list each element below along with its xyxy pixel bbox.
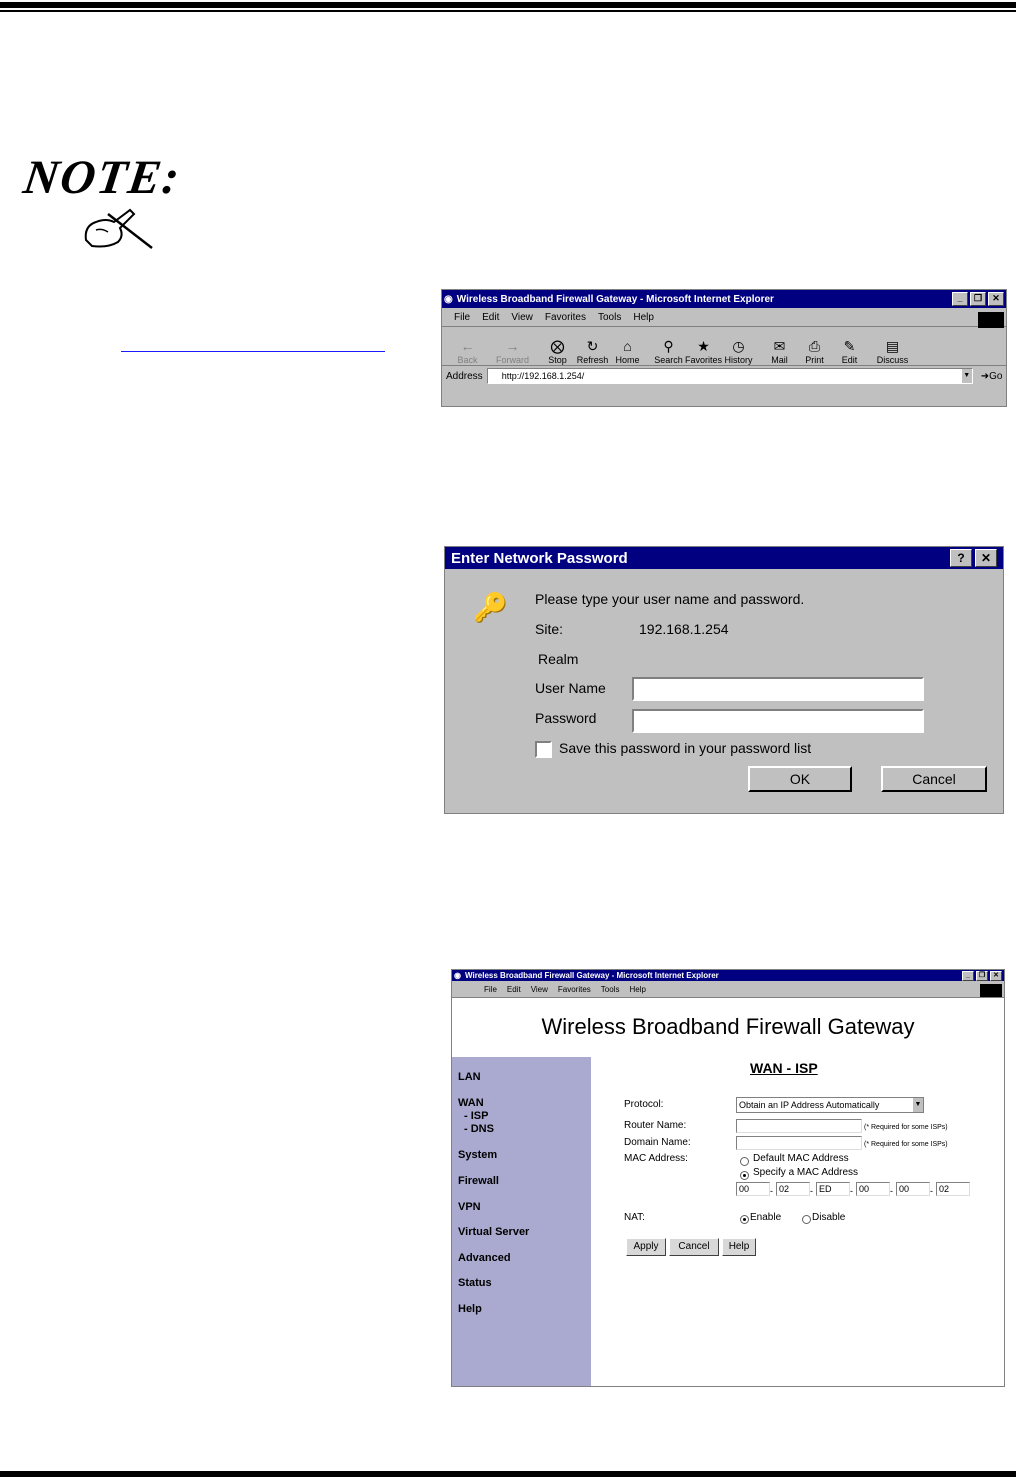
nav-wan[interactable]: WAN [458,1097,484,1109]
nav-status[interactable]: Status [458,1277,492,1289]
site-value: 192.168.1.254 [639,621,729,637]
favorites-button[interactable]: ★ Favorites [685,338,723,365]
nav-virtual-server[interactable]: Virtual Server [458,1226,530,1238]
address-label: Address [446,370,483,382]
domain-name-label: Domain Name: [624,1137,691,1148]
discuss-button[interactable]: ▤ Discuss [876,338,909,365]
search-icon: ⚲ [663,338,674,354]
nat-label: NAT: [624,1212,645,1223]
mac-separator: - [810,1186,813,1196]
app-title: Wireless Broadband Firewall Gateway [541,1014,915,1039]
menu-bar [452,981,1004,998]
menu-help[interactable]: Help [633,311,654,323]
key-icon: 🔑 [473,592,508,623]
back-button[interactable]: ← Back [457,338,478,365]
ie-icon: ◉ [454,971,461,980]
back-arrow-icon: ← [460,338,475,354]
menu-favorites[interactable]: Favorites [557,984,591,994]
menu-view[interactable]: View [530,984,548,994]
mac-octet-4[interactable]: 00 [856,1182,890,1196]
forward-button[interactable]: → Forward [495,338,529,365]
menu-tools[interactable]: Tools [597,311,622,323]
nav-lan[interactable]: LAN [458,1071,481,1083]
menu-bar [442,308,1006,327]
protocol-label: Protocol: [624,1099,664,1110]
nav-advanced[interactable]: Advanced [458,1252,511,1264]
nav-system[interactable]: System [458,1149,498,1161]
nav-sidebar [452,1057,591,1386]
nat-disable-radio[interactable] [802,1215,811,1224]
refresh-icon: ↻ [586,338,599,354]
mac-octet-5[interactable]: 00 [896,1182,930,1196]
print-icon: ⎙ [808,338,821,354]
address-bar [442,366,1006,386]
menu-view[interactable]: View [511,311,533,323]
specify-mac-radio[interactable] [740,1171,749,1180]
mail-button[interactable]: ✉ Mail [771,338,788,365]
specify-mac-label: Specify a MAC Address [753,1167,859,1178]
stop-icon: ⨂ [550,338,565,354]
router-name-label: Router Name: [624,1120,687,1131]
mac-separator: - [890,1186,893,1196]
nav-vpn[interactable]: VPN [458,1201,481,1213]
browser-window-address [441,289,1007,407]
note-pen-hand-icon [78,200,158,252]
page-top-rule-thin [0,10,1016,12]
nav-dns[interactable]: - DNS [464,1123,494,1135]
mac-octet-3[interactable]: ED [816,1182,850,1196]
browser-toolbar [442,327,1006,366]
discuss-icon: ▤ [885,338,900,354]
browser-title: Wireless Broadband Firewall Gateway - Microsoft Internet Explorer [464,971,719,980]
home-button[interactable]: ⌂ Home [615,338,640,365]
default-mac-radio[interactable] [740,1157,749,1166]
nat-enable-radio[interactable] [740,1215,749,1224]
forward-arrow-icon: → [505,338,520,354]
windows-logo-icon [980,984,1002,997]
windows-logo-icon [978,312,1004,328]
close-icon[interactable]: ✕ [990,971,1002,981]
mac-address-label: MAC Address: [624,1153,688,1164]
username-field[interactable] [632,677,924,701]
restore-icon[interactable]: ❐ [970,292,986,306]
site-label: Site: [535,621,564,637]
menu-tools[interactable]: Tools [600,984,620,994]
chevron-down-icon: ▼ [913,1098,923,1112]
network-password-dialog [444,546,1004,814]
nat-disable-label: Disable [812,1212,846,1223]
page-bottom-rule [0,1471,1016,1477]
apply-button[interactable]: Apply [626,1238,666,1256]
mac-octet-1[interactable]: 00 [736,1182,770,1196]
section-title: WAN - ISP [750,1060,818,1076]
ie-icon: ◉ [444,293,453,305]
search-button[interactable]: ⚲ Search [654,338,683,365]
domain-name-input[interactable] [736,1136,862,1150]
browser-window-config [451,969,1005,1387]
cancel-button[interactable]: Cancel [669,1238,719,1256]
note-heading: NOTE: [20,151,185,204]
print-button[interactable]: ⎙ Print [805,338,824,365]
menu-file[interactable]: File [454,311,471,323]
nat-enable-label: Enable [750,1212,782,1223]
mail-icon: ✉ [773,338,786,354]
close-icon[interactable]: ✕ [988,292,1004,306]
minimize-icon[interactable]: _ [952,292,968,306]
menu-help[interactable]: Help [629,984,646,994]
default-mac-label: Default MAC Address [753,1153,849,1164]
router-required-note: (* Required for some ISPs) [864,1124,948,1131]
stop-button[interactable]: ⨂ Stop [548,338,567,365]
edit-button[interactable]: ✎ Edit [841,338,858,365]
history-icon: ◷ [732,338,745,354]
save-password-label: Save this password in your password list [559,740,812,756]
dialog-prompt: Please type your user name and password. [535,591,805,607]
realm-label: Realm [538,651,579,667]
underlined-link-line[interactable] [121,351,385,352]
mac-separator: - [850,1186,853,1196]
refresh-button[interactable]: ↻ Refresh [576,338,609,365]
address-dropdown-icon[interactable]: ▼ [962,369,972,383]
mac-separator: - [770,1186,773,1196]
browser-title: Wireless Broadband Firewall Gateway - Microsoft Internet Explorer [456,293,774,305]
favorites-icon: ★ [697,338,710,354]
ok-button[interactable]: OK [748,766,852,792]
history-button[interactable]: ◷ History [724,338,753,365]
help-button[interactable]: Help [722,1238,756,1256]
menu-edit[interactable]: Edit [506,984,521,994]
edit-icon: ✎ [843,338,856,354]
menu-favorites[interactable]: Favorites [544,311,586,323]
save-password-checkbox[interactable] [535,741,552,758]
mac-separator: - [930,1186,933,1196]
page-top-rule [0,2,1016,8]
nav-help[interactable]: Help [458,1303,482,1315]
address-input[interactable]: http://192.168.1.254/ ▼ [487,368,973,384]
close-icon[interactable]: ✕ [975,549,997,567]
browser-title-bar [452,970,1004,981]
minimize-icon[interactable]: _ [962,971,974,981]
restore-icon[interactable]: ❐ [976,971,988,981]
username-label: User Name [535,680,606,696]
menu-file[interactable]: File [484,984,497,994]
dialog-title-bar [445,547,1003,569]
mac-octet-2[interactable]: 02 [776,1182,810,1196]
help-icon[interactable]: ? [950,549,972,567]
nav-firewall[interactable]: Firewall [458,1175,499,1187]
password-field[interactable] [632,709,924,733]
home-icon: ⌂ [623,338,632,354]
nav-isp[interactable]: - ISP [464,1110,489,1122]
domain-required-note: (* Required for some ISPs) [864,1141,948,1148]
menu-edit[interactable]: Edit [482,311,500,323]
dialog-title: Enter Network Password [451,549,628,567]
password-label: Password [535,710,597,726]
protocol-select[interactable]: Obtain an IP Address Automatically ▼ [736,1097,924,1113]
browser-title-bar [442,290,1006,308]
cancel-button[interactable]: Cancel [881,766,987,792]
router-name-input[interactable] [736,1119,862,1133]
go-button[interactable]: ➜Go [980,370,1003,382]
mac-octet-6[interactable]: 02 [936,1182,970,1196]
